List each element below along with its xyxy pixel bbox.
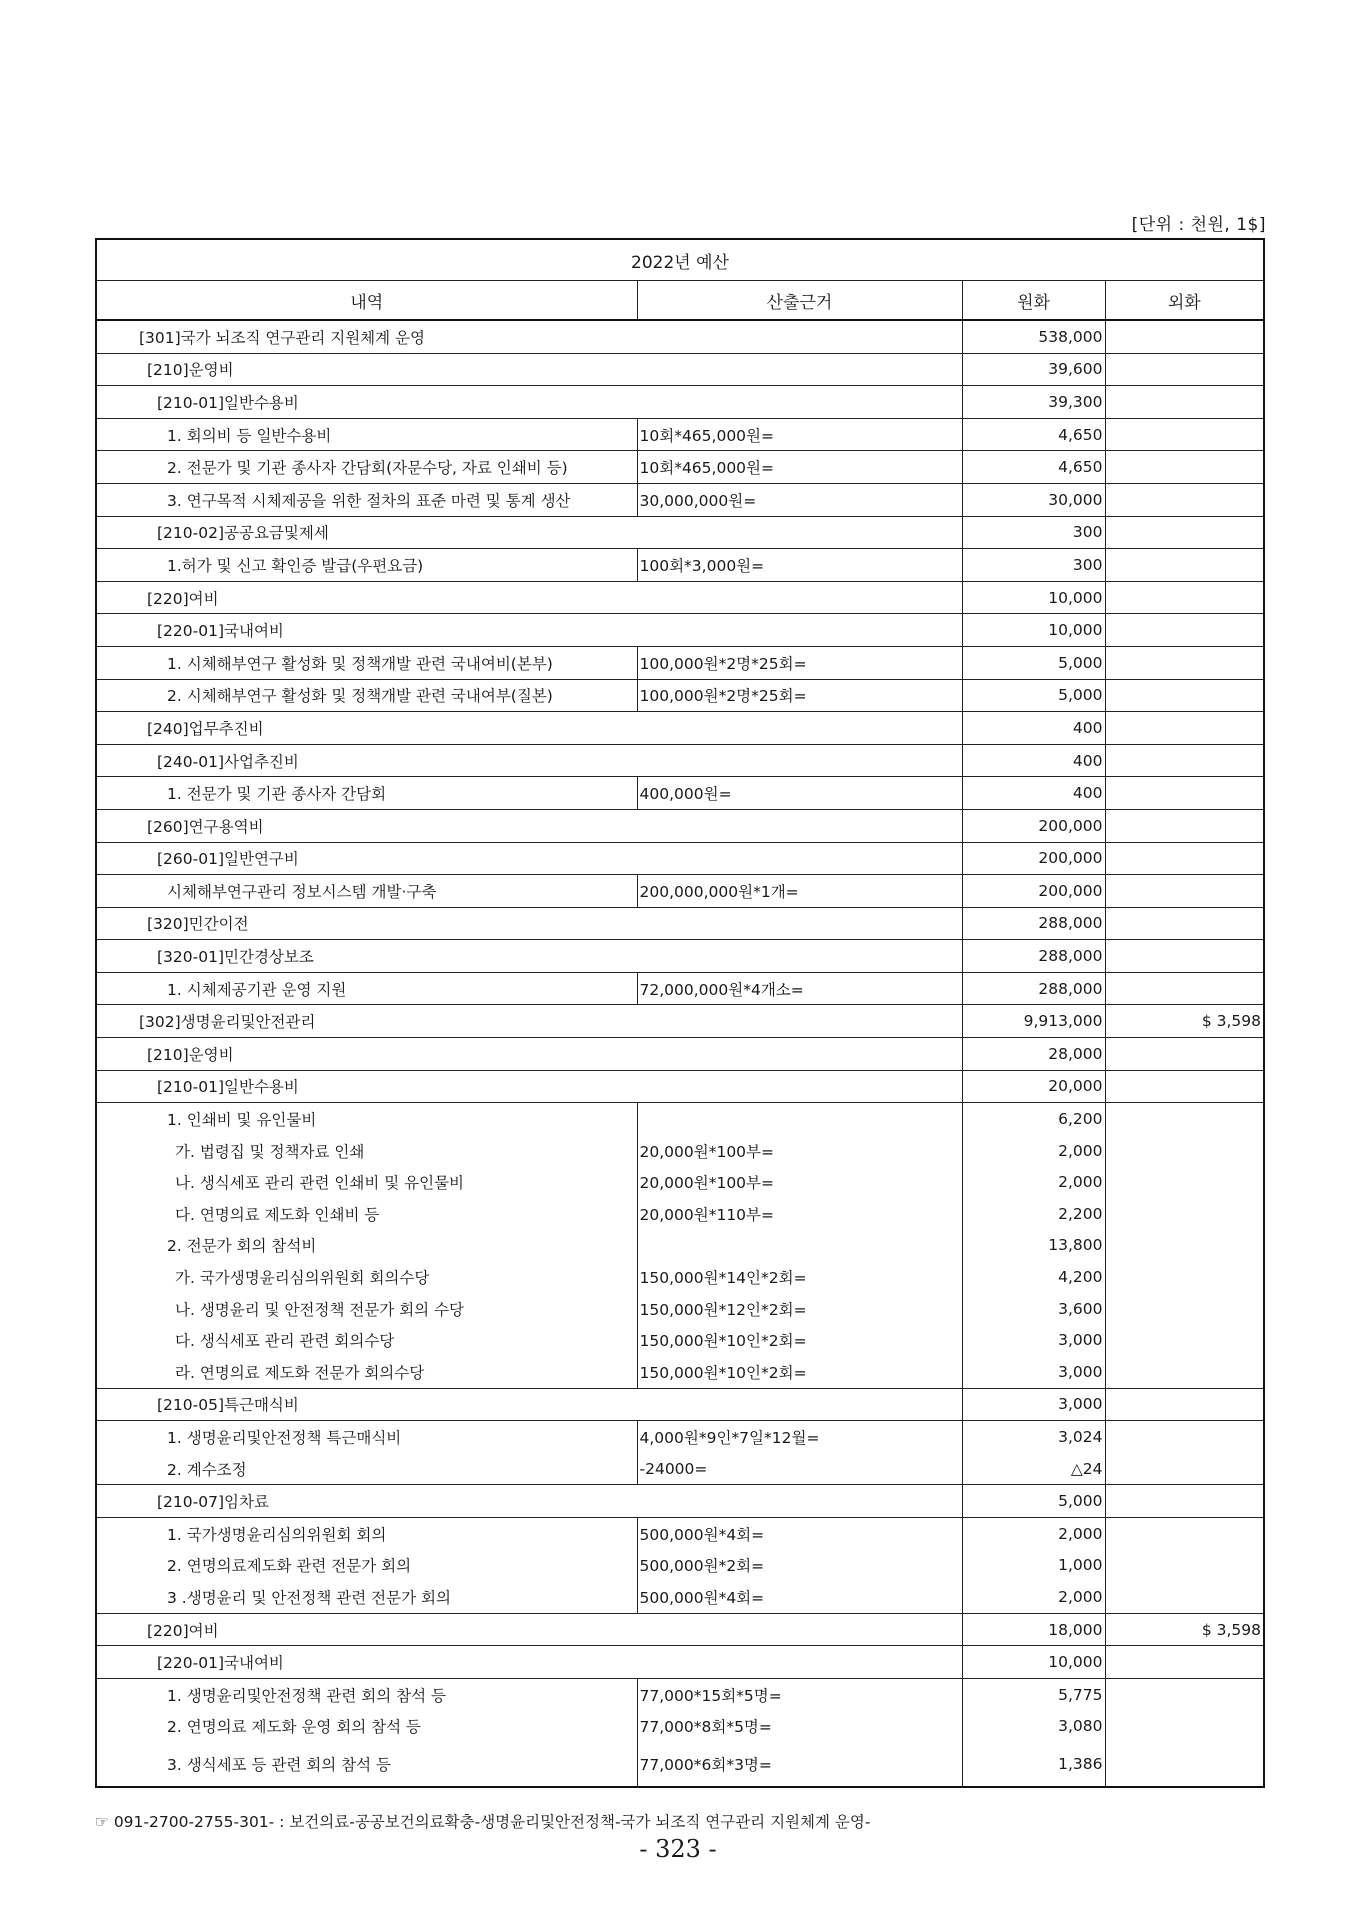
row-item: [210-01]일반수용비 xyxy=(96,386,962,419)
row-krw: 4,650 xyxy=(962,418,1105,451)
table-row xyxy=(96,1711,1264,1743)
unit-label: [단위 : 천원, 1$] xyxy=(1131,215,1266,235)
row-fx xyxy=(1105,679,1264,712)
header-item: 내역 xyxy=(96,281,637,321)
row-krw: 5,000 xyxy=(962,1485,1105,1518)
table-row xyxy=(96,516,1264,549)
row-krw: 288,000 xyxy=(962,940,1105,973)
row-fx xyxy=(1105,1550,1264,1582)
row-krw: 400 xyxy=(962,744,1105,777)
row-item: [240]업무추진비 xyxy=(96,712,962,745)
row-fx xyxy=(1105,1198,1264,1230)
row-basis: 500,000원*2회= xyxy=(637,1550,962,1582)
row-krw: 20,000 xyxy=(962,1070,1105,1103)
row-krw: 538,000 xyxy=(962,320,1105,353)
row-krw: 300 xyxy=(962,516,1105,549)
row-basis xyxy=(637,1230,962,1262)
row-item: 3. 연구목적 시체제공을 위한 절차의 표준 마련 및 통계 생산 xyxy=(96,483,637,516)
row-item: 2. 계수조정 xyxy=(96,1453,637,1485)
table-row xyxy=(96,1646,1264,1679)
table-row xyxy=(96,614,1264,647)
row-krw: 10,000 xyxy=(962,1646,1105,1679)
row-basis: 30,000,000원= xyxy=(637,483,962,516)
table-row xyxy=(96,1678,1264,1710)
row-fx xyxy=(1105,972,1264,1005)
row-fx xyxy=(1105,940,1264,973)
row-item: 2. 시체해부연구 활성화 및 정책개발 관련 국내여부(질본) xyxy=(96,679,637,712)
row-krw: 2,000 xyxy=(962,1166,1105,1198)
row-fx xyxy=(1105,1324,1264,1356)
row-item: 1. 생명윤리및안전정책 특근매식비 xyxy=(96,1421,637,1453)
row-krw: 1,386 xyxy=(962,1742,1105,1787)
row-basis: 200,000,000원*1개= xyxy=(637,875,962,908)
row-krw: 2,000 xyxy=(962,1135,1105,1167)
row-fx xyxy=(1105,907,1264,940)
table-row xyxy=(96,1166,1264,1198)
row-item: 나. 생식세포 관리 관련 인쇄비 및 유인물비 xyxy=(96,1166,637,1198)
row-krw: 300 xyxy=(962,549,1105,582)
row-item: 1. 인쇄비 및 유인물비 xyxy=(96,1103,637,1135)
row-basis: 150,000원*10인*2회= xyxy=(637,1324,962,1356)
row-item: 가. 법령집 및 정책자료 인쇄 xyxy=(96,1135,637,1167)
row-item: 1. 생명윤리및안전정책 관련 회의 참석 등 xyxy=(96,1678,637,1710)
table-row xyxy=(96,1070,1264,1103)
row-fx xyxy=(1105,386,1264,419)
table-row xyxy=(96,1324,1264,1356)
row-item: [220]여비 xyxy=(96,1613,962,1646)
row-fx xyxy=(1105,744,1264,777)
row-basis: 500,000원*4회= xyxy=(637,1581,962,1613)
row-item: 다. 생식세포 관리 관련 회의수당 xyxy=(96,1324,637,1356)
row-basis: 77,000*6회*3명= xyxy=(637,1742,962,1787)
row-basis: 72,000,000원*4개소= xyxy=(637,972,962,1005)
row-krw: 200,000 xyxy=(962,809,1105,842)
row-item: [220-01]국내여비 xyxy=(96,1646,962,1679)
row-item: [210-05]특근매식비 xyxy=(96,1388,962,1421)
row-basis: 150,000원*12인*2회= xyxy=(637,1293,962,1325)
table-row xyxy=(96,549,1264,582)
row-basis: 20,000원*100부= xyxy=(637,1166,962,1198)
row-item: [210]운영비 xyxy=(96,1038,962,1071)
row-fx xyxy=(1105,549,1264,582)
row-krw: 28,000 xyxy=(962,1038,1105,1071)
row-krw: 10,000 xyxy=(962,614,1105,647)
row-krw: 200,000 xyxy=(962,875,1105,908)
header-basis: 산출근거 xyxy=(637,281,962,321)
row-krw: 3,000 xyxy=(962,1324,1105,1356)
row-krw: 4,650 xyxy=(962,451,1105,484)
row-item: 시체해부연구관리 정보시스템 개발·구축 xyxy=(96,875,637,908)
row-basis: 20,000원*110부= xyxy=(637,1198,962,1230)
row-krw: 3,600 xyxy=(962,1293,1105,1325)
row-krw: 200,000 xyxy=(962,842,1105,875)
row-fx xyxy=(1105,1166,1264,1198)
table-row xyxy=(96,777,1264,810)
table-row xyxy=(96,875,1264,908)
table-row xyxy=(96,907,1264,940)
row-basis: 20,000원*100부= xyxy=(637,1135,962,1167)
row-fx xyxy=(1105,1135,1264,1167)
row-fx xyxy=(1105,581,1264,614)
row-item: [320-01]민간경상보조 xyxy=(96,940,962,973)
row-basis: 10회*465,000원= xyxy=(637,451,962,484)
footnote: ☞ 091-2700-2755-301- : 보건의료-공공보건의료확충-생명윤리및안전정책-국가 뇌조직 연구관리 지원체계 운영- xyxy=(95,1813,871,1831)
row-basis: 100회*3,000원= xyxy=(637,549,962,582)
row-krw: 3,000 xyxy=(962,1388,1105,1421)
table-row xyxy=(96,940,1264,973)
row-fx xyxy=(1105,1230,1264,1262)
table-row xyxy=(96,386,1264,419)
table-row xyxy=(96,1103,1264,1135)
page-number: - 323 - xyxy=(639,1835,717,1863)
row-krw: 2,000 xyxy=(962,1517,1105,1549)
row-basis: 400,000원= xyxy=(637,777,962,810)
row-item: 3 .생명윤리 및 안전정책 관련 전문가 회의 xyxy=(96,1581,637,1613)
row-fx xyxy=(1105,516,1264,549)
row-fx: $ 3,598 xyxy=(1105,1005,1264,1038)
row-item: 3. 생식세포 등 관련 회의 참석 등 xyxy=(96,1742,637,1787)
row-fx xyxy=(1105,646,1264,679)
row-basis: 100,000원*2명*25회= xyxy=(637,679,962,712)
table-row xyxy=(96,418,1264,451)
row-krw: 18,000 xyxy=(962,1613,1105,1646)
row-krw: 2,000 xyxy=(962,1581,1105,1613)
row-krw: 400 xyxy=(962,712,1105,745)
row-item: [220-01]국내여비 xyxy=(96,614,962,647)
row-krw: 10,000 xyxy=(962,581,1105,614)
row-item: 다. 연명의료 제도화 인쇄비 등 xyxy=(96,1198,637,1230)
row-krw: 5,000 xyxy=(962,679,1105,712)
table-title: 2022년 예산 xyxy=(96,239,1264,281)
row-fx xyxy=(1105,875,1264,908)
row-krw: 39,300 xyxy=(962,386,1105,419)
row-basis: 77,000*8회*5명= xyxy=(637,1711,962,1743)
row-fx xyxy=(1105,1453,1264,1485)
row-item: 가. 국가생명윤리심의위원회 회의수당 xyxy=(96,1261,637,1293)
row-item: [301]국가 뇌조직 연구관리 지원체계 운영 xyxy=(96,320,962,353)
row-item: 1. 전문가 및 기관 종사자 간담회 xyxy=(96,777,637,810)
row-krw: △24 xyxy=(962,1453,1105,1485)
row-krw: 288,000 xyxy=(962,907,1105,940)
row-item: 2. 연명의료제도화 관련 전문가 회의 xyxy=(96,1550,637,1582)
row-basis: 77,000*15회*5명= xyxy=(637,1678,962,1710)
row-item: [210-01]일반수용비 xyxy=(96,1070,962,1103)
table-row xyxy=(96,320,1264,353)
row-krw: 4,200 xyxy=(962,1261,1105,1293)
row-fx xyxy=(1105,1293,1264,1325)
table-row xyxy=(96,1485,1264,1518)
table-row xyxy=(96,1742,1264,1787)
row-fx xyxy=(1105,1261,1264,1293)
row-fx xyxy=(1105,1485,1264,1518)
table-row xyxy=(96,809,1264,842)
table-row xyxy=(96,1517,1264,1549)
header-krw: 원화 xyxy=(962,281,1105,321)
row-fx xyxy=(1105,809,1264,842)
row-item: 나. 생명윤리 및 안전정책 전문가 회의 수당 xyxy=(96,1293,637,1325)
row-fx xyxy=(1105,483,1264,516)
row-krw: 288,000 xyxy=(962,972,1105,1005)
row-basis: 100,000원*2명*25회= xyxy=(637,646,962,679)
row-item: 1.허가 및 신고 확인증 발급(우편요금) xyxy=(96,549,637,582)
row-fx: $ 3,598 xyxy=(1105,1613,1264,1646)
row-fx xyxy=(1105,1646,1264,1679)
table-row xyxy=(96,712,1264,745)
row-item: 2. 전문가 회의 참석비 xyxy=(96,1230,637,1262)
row-fx xyxy=(1105,1678,1264,1710)
row-krw: 30,000 xyxy=(962,483,1105,516)
row-basis: -24000= xyxy=(637,1453,962,1485)
table-row xyxy=(96,1421,1264,1453)
row-fx xyxy=(1105,451,1264,484)
row-fx xyxy=(1105,1711,1264,1743)
row-item: [210-07]임차료 xyxy=(96,1485,962,1518)
row-fx xyxy=(1105,1388,1264,1421)
table-row xyxy=(96,1005,1264,1038)
row-krw: 5,000 xyxy=(962,646,1105,679)
row-item: [260]연구용역비 xyxy=(96,809,962,842)
table-row xyxy=(96,1293,1264,1325)
row-item: [320]민간이전 xyxy=(96,907,962,940)
row-fx xyxy=(1105,320,1264,353)
table-row xyxy=(96,1388,1264,1421)
row-item: 라. 연명의료 제도화 전문가 회의수당 xyxy=(96,1356,637,1388)
table-row xyxy=(96,451,1264,484)
row-fx xyxy=(1105,1070,1264,1103)
row-item: [240-01]사업추진비 xyxy=(96,744,962,777)
table-row xyxy=(96,679,1264,712)
row-item: 1. 시체해부연구 활성화 및 정책개발 관련 국내여비(본부) xyxy=(96,646,637,679)
row-item: 1. 회의비 등 일반수용비 xyxy=(96,418,637,451)
table-row xyxy=(96,1230,1264,1262)
row-krw: 2,200 xyxy=(962,1198,1105,1230)
table-row xyxy=(96,1038,1264,1071)
row-fx xyxy=(1105,1103,1264,1135)
row-basis xyxy=(637,1103,962,1135)
row-fx xyxy=(1105,1742,1264,1787)
table-row xyxy=(96,581,1264,614)
table-row xyxy=(96,483,1264,516)
header-fx: 외화 xyxy=(1105,281,1264,321)
row-item: [302]생명윤리및안전관리 xyxy=(96,1005,962,1038)
row-fx xyxy=(1105,777,1264,810)
row-krw: 39,600 xyxy=(962,353,1105,386)
row-krw: 13,800 xyxy=(962,1230,1105,1262)
table-body xyxy=(96,320,1264,1787)
budget-table xyxy=(95,238,1265,1788)
row-item: [210]운영비 xyxy=(96,353,962,386)
table-row xyxy=(96,1135,1264,1167)
row-fx xyxy=(1105,842,1264,875)
table-row xyxy=(96,1613,1264,1646)
table-row xyxy=(96,842,1264,875)
row-krw: 3,080 xyxy=(962,1711,1105,1743)
row-krw: 5,775 xyxy=(962,1678,1105,1710)
row-fx xyxy=(1105,353,1264,386)
table-row xyxy=(96,1550,1264,1582)
row-item: [220]여비 xyxy=(96,581,962,614)
row-basis: 500,000원*4회= xyxy=(637,1517,962,1549)
table-row xyxy=(96,1453,1264,1485)
row-krw: 3,000 xyxy=(962,1356,1105,1388)
table-row xyxy=(96,1261,1264,1293)
row-krw: 6,200 xyxy=(962,1103,1105,1135)
row-krw: 400 xyxy=(962,777,1105,810)
table-row xyxy=(96,1356,1264,1388)
row-fx xyxy=(1105,1038,1264,1071)
row-basis: 150,000원*10인*2회= xyxy=(637,1356,962,1388)
table-row xyxy=(96,353,1264,386)
table-row xyxy=(96,1581,1264,1613)
row-basis: 4,000원*9인*7일*12월= xyxy=(637,1421,962,1453)
row-item: 1. 시체제공기관 운영 지원 xyxy=(96,972,637,1005)
table-row xyxy=(96,744,1264,777)
row-fx xyxy=(1105,1356,1264,1388)
table-row xyxy=(96,646,1264,679)
row-item: 1. 국가생명윤리심의위원회 회의 xyxy=(96,1517,637,1549)
row-krw: 9,913,000 xyxy=(962,1005,1105,1038)
row-item: 2. 전문가 및 기관 종사자 간담회(자문수당, 자료 인쇄비 등) xyxy=(96,451,637,484)
row-fx xyxy=(1105,1581,1264,1613)
row-fx xyxy=(1105,1421,1264,1453)
row-item: [260-01]일반연구비 xyxy=(96,842,962,875)
row-basis: 150,000원*14인*2회= xyxy=(637,1261,962,1293)
table-row xyxy=(96,1198,1264,1230)
row-fx xyxy=(1105,712,1264,745)
table-row xyxy=(96,972,1264,1005)
row-fx xyxy=(1105,614,1264,647)
row-fx xyxy=(1105,418,1264,451)
row-item: [210-02]공공요금및제세 xyxy=(96,516,962,549)
row-fx xyxy=(1105,1517,1264,1549)
row-krw: 3,024 xyxy=(962,1421,1105,1453)
row-item: 2. 연명의료 제도화 운영 회의 참석 등 xyxy=(96,1711,637,1743)
row-krw: 1,000 xyxy=(962,1550,1105,1582)
row-basis: 10회*465,000원= xyxy=(637,418,962,451)
